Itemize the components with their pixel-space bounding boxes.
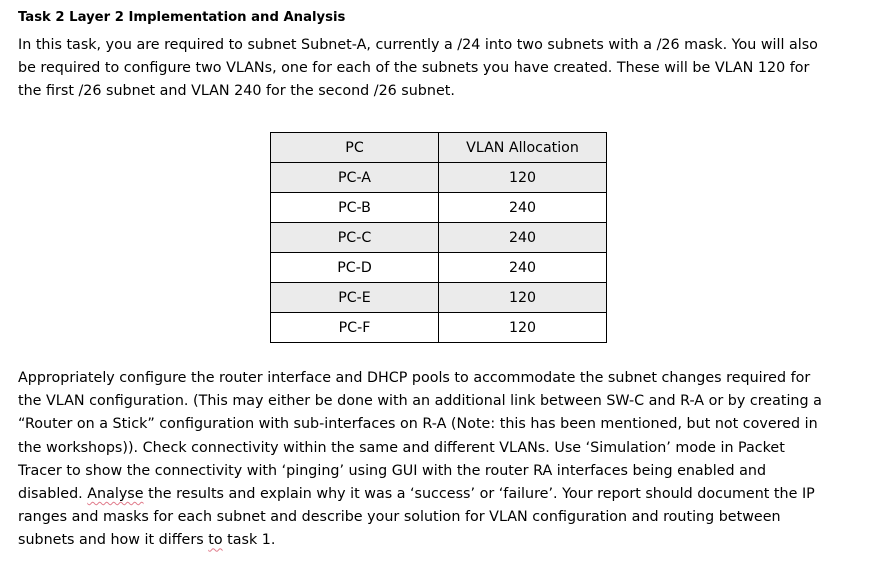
instructions-line-4: the workshops)). Check connectivity within the same and different VLANs. Use ‘Simulation’ mode in Packet: [18, 439, 785, 456]
intro-line-1: In this task, you are required to subnet Subnet-A, currently a /24 into two subnets with a /26 mask. You will also: [18, 37, 818, 53]
intro-line-2: be required to configure two VLANs, one for each of the subnets you have created. These will be VLAN 120 for: [18, 60, 810, 77]
cell-pc: PC-C: [271, 223, 439, 253]
cell-vlan: 240: [439, 253, 607, 283]
instructions-line-5: Tracer to show the connectivity with ‘pinging’ using GUI with the router RA interfaces being enabled and: [18, 462, 767, 479]
table-row: [271, 193, 607, 223]
intro-line-3: the first /26 subnet and VLAN 240 for the second /26 subnet.: [18, 83, 455, 100]
header-vlan-allocation: VLAN Allocation: [439, 133, 607, 163]
instructions-line-8: [18, 529, 870, 552]
vlan-allocation-table: [270, 132, 607, 343]
grammar-flagged-word[interactable]: to: [208, 532, 223, 549]
cell-pc: PC-F: [271, 313, 439, 343]
cell-vlan: 120: [439, 283, 607, 313]
cell-pc: PC-A: [271, 163, 439, 193]
table-header-row: [271, 133, 607, 163]
instructions-paragraph: [18, 367, 870, 553]
cell-vlan: 240: [439, 223, 607, 253]
line-text: subnets and how it differs: [18, 532, 209, 549]
table-row: [271, 253, 607, 283]
cell-vlan: 120: [439, 313, 607, 343]
table-row: [271, 313, 607, 343]
cell-pc: PC-E: [271, 283, 439, 313]
line-text: the results and explain why it was a ‘success’ or ‘failure’. Your report should document the IP: [143, 486, 815, 503]
instructions-line-7: ranges and masks for each subnet and describe your solution for VLAN configuration and routing between: [18, 509, 781, 526]
task-heading: Task 2 Layer 2 Implementation and Analysis: [18, 10, 346, 25]
instructions-line-2: the VLAN configuration. (This may either be done with an additional link between SW-C and R-A or by creating a: [18, 393, 822, 410]
cell-pc: PC-B: [271, 193, 439, 223]
table-row: [271, 283, 607, 313]
table-row: [271, 163, 607, 193]
line-text: disabled.: [18, 486, 88, 503]
cell-vlan: 120: [439, 163, 607, 193]
cell-vlan: 240: [439, 193, 607, 223]
spellcheck-flagged-word[interactable]: Analyse: [87, 486, 144, 503]
header-pc: PC: [271, 133, 439, 163]
table-row: [271, 223, 607, 253]
instructions-line-6: [18, 483, 870, 506]
cell-pc: PC-D: [271, 253, 439, 283]
instructions-line-3: “Router on a Stick” configuration with sub-interfaces on R-A (Note: this has been mentioned, but not covered in: [18, 416, 818, 433]
instructions-line-1: Appropriately configure the router interface and DHCP pools to accommodate the subnet changes required for: [18, 370, 811, 386]
intro-paragraph: [18, 34, 870, 104]
line-text: task 1.: [222, 532, 276, 549]
